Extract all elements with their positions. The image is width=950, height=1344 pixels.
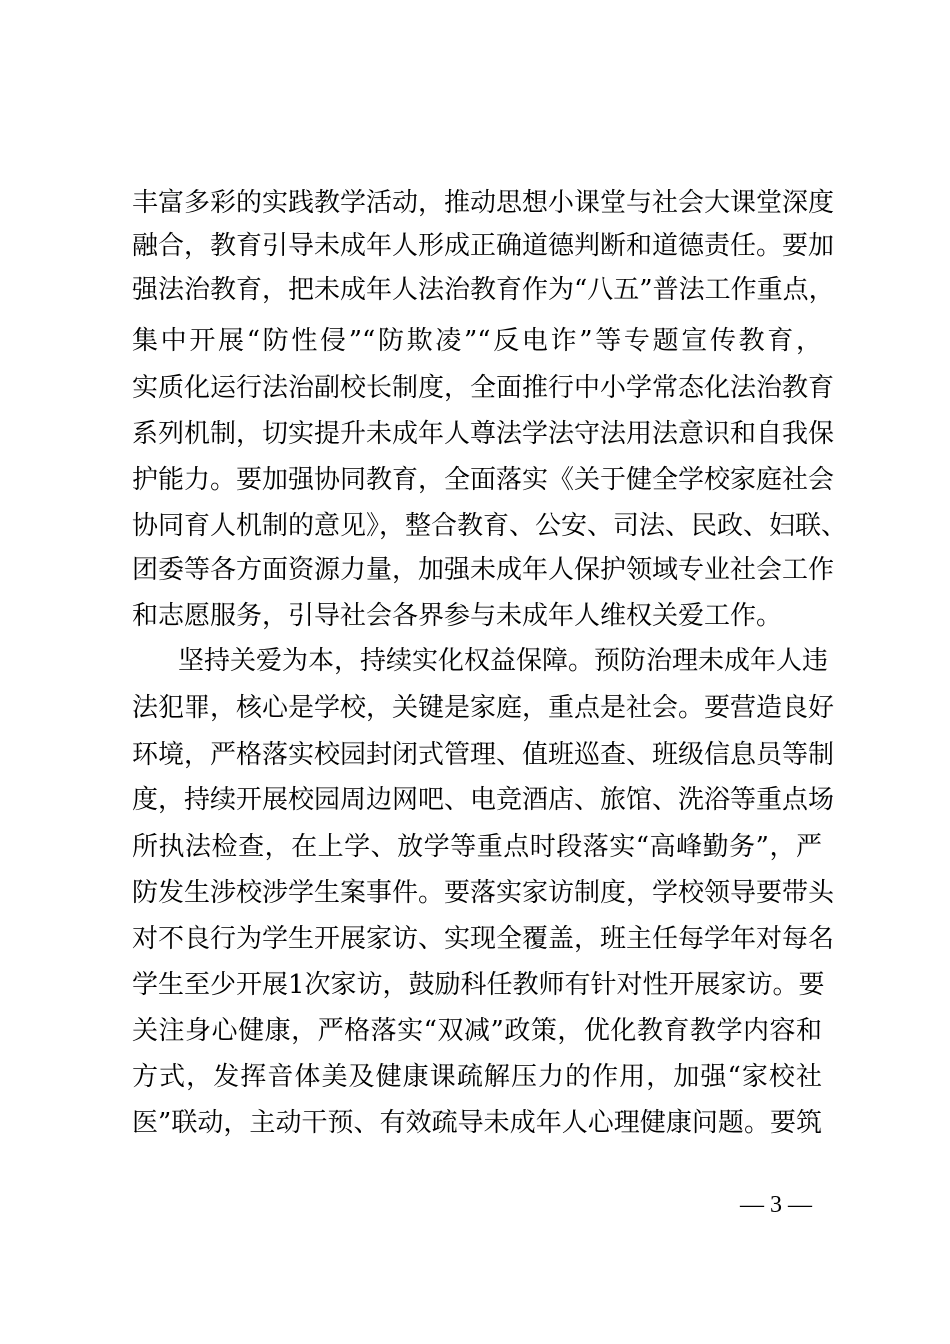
text-line: 方式，发挥音体美及健康课疏解压力的作用，加强“家校社 bbox=[132, 1062, 822, 1092]
text-line: 防发生涉校涉学生案事件。要落实家访制度，学校领导要带头 bbox=[132, 878, 835, 908]
text-line: 学生至少开展1次家访，鼓励科任教师有针对性开展家访。要 bbox=[132, 970, 825, 1000]
text-line: 医”联动，主动干预、有效疏导未成年人心理健康问题。要筑 bbox=[132, 1108, 822, 1138]
text-line: 强法治教育，把未成年人法治教育作为“八五”普法工作重点， bbox=[132, 275, 835, 305]
text-line: 融合，教育引导未成年人形成正确道德判断和道德责任。要加 bbox=[132, 231, 835, 261]
text-line: 协同育人机制的意见》，整合教育、公安、司法、民政、妇联、 bbox=[132, 511, 848, 541]
text-line: 集中开展“防性侵”“防欺凌”“反电诈”等专题宣传教育， bbox=[132, 326, 822, 356]
text-line: 关注身心健康，严格落实“双减”政策，优化教育教学内容和 bbox=[132, 1016, 822, 1046]
text-line: 环境，严格落实校园封闭式管理、值班巡查、班级信息员等制 bbox=[132, 740, 835, 770]
text-line: 护能力。要加强协同教育，全面落实《关于健全学校家庭社会 bbox=[132, 465, 835, 495]
text-line: 丰富多彩的实践教学活动，推动思想小课堂与社会大课堂深度 bbox=[132, 188, 835, 218]
text-line: 和志愿服务，引导社会各界参与未成年人维权关爱工作。 bbox=[132, 601, 783, 631]
text-line: 对不良行为学生开展家访、实现全覆盖，班主任每学年对每名 bbox=[132, 924, 835, 954]
text-line: 系列机制，切实提升未成年人尊法学法守法用法意识和自我保 bbox=[132, 419, 835, 449]
text-line: 度，持续开展校园周边网吧、电竞酒店、旅馆、洗浴等重点场 bbox=[132, 785, 835, 815]
text-line: 法犯罪，核心是学校，关键是家庭，重点是社会。要营造良好 bbox=[132, 693, 835, 723]
text-line: 所执法检查，在上学、放学等重点时段落实“高峰勤务”，严 bbox=[132, 832, 822, 862]
page-number: — 3 — bbox=[740, 1192, 812, 1218]
paragraph-first-line: 坚持关爱为本，持续实化权益保障。预防治理未成年人违 bbox=[178, 646, 829, 676]
text-line: 实质化运行法治副校长制度，全面推行中小学常态化法治教育 bbox=[132, 373, 835, 403]
text-line: 团委等各方面资源力量，加强未成年人保护领域专业社会工作 bbox=[132, 555, 835, 585]
